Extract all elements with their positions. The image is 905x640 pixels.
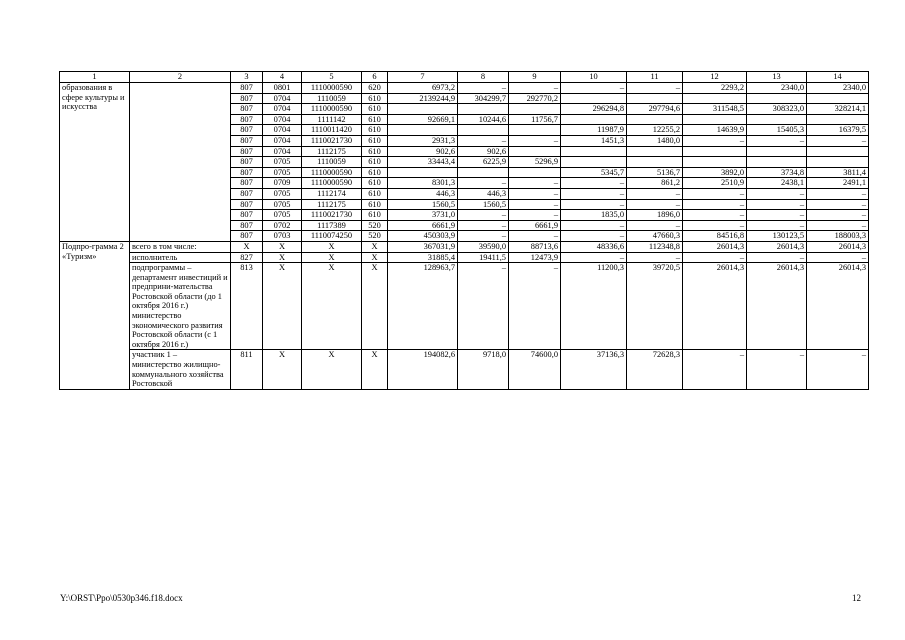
table-cell — [627, 114, 683, 125]
column-header: 7 — [388, 72, 458, 83]
table-cell: 130123,5 — [747, 231, 807, 242]
table-cell: 308323,0 — [747, 104, 807, 115]
table-cell: 31885,4 — [388, 252, 458, 263]
table-cell: 12473,9 — [509, 252, 561, 263]
table-cell: 1110021730 — [302, 135, 362, 146]
table-cell: X — [231, 241, 263, 252]
table-cell: 811 — [231, 350, 263, 389]
table-cell: 807 — [231, 135, 263, 146]
table-cell: 39590,0 — [458, 241, 509, 252]
table-cell: – — [683, 350, 747, 389]
table-cell — [509, 146, 561, 157]
column-header: 6 — [362, 72, 388, 83]
table-cell: 188003,3 — [807, 231, 869, 242]
table-cell: X — [263, 252, 302, 263]
table-cell: 1112174 — [302, 188, 362, 199]
table-cell: X — [263, 241, 302, 252]
header-row — [60, 72, 869, 83]
table-cell: 0704 — [263, 125, 302, 136]
table-cell: 26014,3 — [683, 263, 747, 350]
table-cell: 2340,0 — [747, 83, 807, 94]
table-cell: 1480,0 — [627, 135, 683, 146]
table-cell: 1451,3 — [561, 135, 627, 146]
table-cell: X — [302, 252, 362, 263]
table-cell: 0704 — [263, 135, 302, 146]
table-cell — [509, 104, 561, 115]
table-cell — [747, 114, 807, 125]
table-cell: 33443,4 — [388, 157, 458, 168]
table-cell: X — [362, 252, 388, 263]
table-cell: 446,3 — [458, 188, 509, 199]
column-header: 14 — [807, 72, 869, 83]
table-cell: 0705 — [263, 199, 302, 210]
column-header: 5 — [302, 72, 362, 83]
table-cell: 297794,6 — [627, 104, 683, 115]
table-cell: 26014,3 — [683, 241, 747, 252]
subprogram-label: Подпро-грамма 2 «Туризм» — [60, 241, 130, 389]
table-cell: X — [263, 263, 302, 350]
table-cell: 2438,1 — [747, 178, 807, 189]
table-cell: 0704 — [263, 146, 302, 157]
table-cell: 807 — [231, 167, 263, 178]
table-cell: – — [458, 135, 509, 146]
row-label: исполнитель — [130, 252, 231, 263]
table-cell: – — [458, 231, 509, 242]
table-cell: X — [263, 350, 302, 389]
table-cell: – — [807, 188, 869, 199]
table-cell: 12255,2 — [627, 125, 683, 136]
table-cell — [509, 167, 561, 178]
table-cell — [807, 114, 869, 125]
table-cell: 807 — [231, 157, 263, 168]
table-cell: – — [807, 220, 869, 231]
table-cell: – — [458, 83, 509, 94]
table-cell: 11987,9 — [561, 125, 627, 136]
table-cell: 1110074250 — [302, 231, 362, 242]
table-cell: – — [807, 135, 869, 146]
table-cell — [388, 104, 458, 115]
table-cell: 807 — [231, 104, 263, 115]
table-cell — [627, 157, 683, 168]
table-cell: 2139244,9 — [388, 93, 458, 104]
table-cell: 520 — [362, 220, 388, 231]
table-cell: 807 — [231, 220, 263, 231]
table-cell: X — [362, 241, 388, 252]
table-cell — [747, 93, 807, 104]
table-cell: 2293,2 — [683, 83, 747, 94]
table-cell: 610 — [362, 188, 388, 199]
table-cell: 0705 — [263, 157, 302, 168]
table-cell: 902,6 — [458, 146, 509, 157]
table-cell: 2491,1 — [807, 178, 869, 189]
table-cell — [458, 125, 509, 136]
table-cell: 610 — [362, 199, 388, 210]
table-cell: X — [302, 241, 362, 252]
table-cell: – — [627, 199, 683, 210]
table-cell: 37136,3 — [561, 350, 627, 389]
table-cell: 15405,3 — [747, 125, 807, 136]
table-cell: – — [458, 220, 509, 231]
table-cell: 1110059 — [302, 157, 362, 168]
table-cell: 1110059 — [302, 93, 362, 104]
table-cell: 1110000590 — [302, 178, 362, 189]
table-cell: 0801 — [263, 83, 302, 94]
table-cell: 0705 — [263, 188, 302, 199]
table-cell: 6661,9 — [388, 220, 458, 231]
table-cell: 2340,0 — [807, 83, 869, 94]
table-cell: 5296,9 — [509, 157, 561, 168]
table-cell: 1110000590 — [302, 167, 362, 178]
table-cell: – — [747, 199, 807, 210]
table-cell: – — [683, 188, 747, 199]
table-cell: – — [747, 210, 807, 221]
column-header: 4 — [263, 72, 302, 83]
table-cell: 807 — [231, 178, 263, 189]
table-cell: 3734,8 — [747, 167, 807, 178]
table-cell — [388, 167, 458, 178]
table-cell: 6973,2 — [388, 83, 458, 94]
table-cell: – — [627, 188, 683, 199]
table-cell: 1112175 — [302, 199, 362, 210]
table-cell: – — [683, 135, 747, 146]
table-cell: 1117389 — [302, 220, 362, 231]
table-cell: 807 — [231, 146, 263, 157]
table-cell: 47660,3 — [627, 231, 683, 242]
page-number: 12 — [852, 593, 861, 603]
table-cell: 26014,3 — [747, 263, 807, 350]
table-cell: 610 — [362, 167, 388, 178]
table-cell: X — [302, 350, 362, 389]
table-cell: 1110021730 — [302, 210, 362, 221]
table-cell: 0702 — [263, 220, 302, 231]
table-cell: – — [747, 188, 807, 199]
column-header: 12 — [683, 72, 747, 83]
table-cell: 610 — [362, 135, 388, 146]
table-cell: 9718,0 — [458, 350, 509, 389]
table-cell: – — [627, 83, 683, 94]
table-cell — [561, 114, 627, 125]
table-row — [60, 83, 869, 94]
table-cell: 10244,6 — [458, 114, 509, 125]
table-cell: 610 — [362, 125, 388, 136]
table-cell: 827 — [231, 252, 263, 263]
table-cell: – — [561, 199, 627, 210]
table-cell: – — [561, 252, 627, 263]
table-cell: – — [509, 210, 561, 221]
table-cell: 26014,3 — [747, 241, 807, 252]
table-cell — [683, 114, 747, 125]
table-row — [60, 252, 869, 263]
row-label: подпрограммы – департамент инвестиций и предприни-мательства Ростовской области (до 1 октября 2016 г.) министерство экономического развития Ростовской области (с 1 октября 2016 г.) — [130, 263, 231, 350]
table-cell — [509, 125, 561, 136]
table-cell: 610 — [362, 114, 388, 125]
table-cell: 807 — [231, 114, 263, 125]
table-cell: 446,3 — [388, 188, 458, 199]
table-cell — [683, 93, 747, 104]
table-cell — [458, 167, 509, 178]
table-cell: – — [683, 210, 747, 221]
table-cell: – — [509, 178, 561, 189]
table-cell: 1896,0 — [627, 210, 683, 221]
column-header: 9 — [509, 72, 561, 83]
table-cell: 807 — [231, 83, 263, 94]
table-cell: 1111142 — [302, 114, 362, 125]
table-cell: 610 — [362, 210, 388, 221]
column-header: 1 — [60, 72, 130, 83]
table-cell: 0704 — [263, 104, 302, 115]
table-cell: 807 — [231, 93, 263, 104]
table-cell — [458, 104, 509, 115]
table-cell — [683, 146, 747, 157]
table-cell: 26014,3 — [807, 263, 869, 350]
table-cell: 1110011420 — [302, 125, 362, 136]
table-cell — [747, 157, 807, 168]
table-cell: 1835,0 — [561, 210, 627, 221]
table-row — [60, 263, 869, 350]
table-cell: – — [509, 135, 561, 146]
table-cell — [807, 93, 869, 104]
table-cell: 3892,0 — [683, 167, 747, 178]
table-cell: 311548,5 — [683, 104, 747, 115]
table-cell: X — [302, 263, 362, 350]
table-cell — [627, 93, 683, 104]
table-cell: – — [627, 220, 683, 231]
table-cell: 26014,3 — [807, 241, 869, 252]
table-cell: 3731,0 — [388, 210, 458, 221]
table-cell: 11756,7 — [509, 114, 561, 125]
table-cell — [388, 125, 458, 136]
table-cell: 8301,3 — [388, 178, 458, 189]
table-cell: 14639,9 — [683, 125, 747, 136]
table-cell: – — [683, 220, 747, 231]
table-cell: 520 — [362, 231, 388, 242]
table-cell: 610 — [362, 178, 388, 189]
table-cell: 0703 — [263, 231, 302, 242]
row-label: участник 1 – министерство жилищно-коммунального хозяйства Ростовской — [130, 350, 231, 389]
group-label: образования в сфере культуры и искусства — [60, 83, 130, 242]
table-cell — [561, 146, 627, 157]
table-cell: 6225,9 — [458, 157, 509, 168]
table-cell: 72628,3 — [627, 350, 683, 389]
table-cell: 88713,6 — [509, 241, 561, 252]
table-cell: – — [509, 188, 561, 199]
table-cell: 0709 — [263, 178, 302, 189]
table-cell: – — [509, 263, 561, 350]
table-cell: 807 — [231, 188, 263, 199]
table-cell: 84516,8 — [683, 231, 747, 242]
table-cell: – — [747, 252, 807, 263]
table-cell: – — [561, 83, 627, 94]
table-cell: – — [807, 199, 869, 210]
table-cell: 16379,5 — [807, 125, 869, 136]
table-cell: 11200,3 — [561, 263, 627, 350]
table-cell: 92669,1 — [388, 114, 458, 125]
column-header: 13 — [747, 72, 807, 83]
table-cell: 450303,9 — [388, 231, 458, 242]
table-cell: – — [747, 350, 807, 389]
table-cell: 112348,8 — [627, 241, 683, 252]
budget-table — [59, 71, 869, 390]
table-cell: 292770,2 — [509, 93, 561, 104]
table-cell: 0705 — [263, 167, 302, 178]
table-cell: 296294,8 — [561, 104, 627, 115]
table-cell: – — [807, 210, 869, 221]
table-cell: 1110000590 — [302, 83, 362, 94]
table-cell: 610 — [362, 146, 388, 157]
table-cell: – — [509, 83, 561, 94]
table-cell: – — [561, 188, 627, 199]
table-cell: – — [561, 231, 627, 242]
table-cell: 367031,9 — [388, 241, 458, 252]
table-cell: – — [458, 178, 509, 189]
table-cell: 304299,7 — [458, 93, 509, 104]
table-cell: 610 — [362, 93, 388, 104]
table-cell: 5345,7 — [561, 167, 627, 178]
column-header: 3 — [231, 72, 263, 83]
table-cell: 74600,0 — [509, 350, 561, 389]
table-cell: – — [561, 178, 627, 189]
table-cell: – — [458, 263, 509, 350]
table-cell: – — [683, 199, 747, 210]
column-header: 11 — [627, 72, 683, 83]
file-path: Y:\ORST\Ppo\0530p346.f18.docx — [60, 593, 183, 603]
column-header: 2 — [130, 72, 231, 83]
table-cell: – — [747, 220, 807, 231]
column-header: 10 — [561, 72, 627, 83]
table-row — [60, 241, 869, 252]
table-row — [60, 350, 869, 389]
table-cell: 328214,1 — [807, 104, 869, 115]
table-cell: – — [807, 252, 869, 263]
table-cell — [807, 146, 869, 157]
table-cell: X — [362, 263, 388, 350]
table-cell: 1560,5 — [458, 199, 509, 210]
table-cell: – — [458, 210, 509, 221]
table-cell — [747, 146, 807, 157]
table-cell: 902,6 — [388, 146, 458, 157]
table-cell — [807, 157, 869, 168]
table-cell: 6661,9 — [509, 220, 561, 231]
table-cell: 3811,4 — [807, 167, 869, 178]
table-cell: 194082,6 — [388, 350, 458, 389]
table-cell: 2510,9 — [683, 178, 747, 189]
table-cell: – — [509, 199, 561, 210]
table-cell: 610 — [362, 104, 388, 115]
table-cell: 807 — [231, 125, 263, 136]
table-cell: 620 — [362, 83, 388, 94]
column-header: 8 — [458, 72, 509, 83]
table-cell: – — [683, 252, 747, 263]
table-cell: – — [561, 220, 627, 231]
table-cell: – — [627, 252, 683, 263]
table-cell: 813 — [231, 263, 263, 350]
table-cell: 807 — [231, 199, 263, 210]
table-cell: 19411,5 — [458, 252, 509, 263]
table-cell: 0705 — [263, 210, 302, 221]
table-cell: X — [362, 350, 388, 389]
table-cell: 610 — [362, 157, 388, 168]
table-cell: 1112175 — [302, 146, 362, 157]
table-cell: 2931,3 — [388, 135, 458, 146]
table-cell: 807 — [231, 210, 263, 221]
empty-cell — [130, 83, 231, 242]
table-cell — [627, 146, 683, 157]
table-cell — [561, 93, 627, 104]
table-cell — [561, 157, 627, 168]
table-cell: 39720,5 — [627, 263, 683, 350]
table-cell: 0704 — [263, 93, 302, 104]
table-cell: 0704 — [263, 114, 302, 125]
table-cell: – — [747, 135, 807, 146]
table-cell: 861,2 — [627, 178, 683, 189]
table-cell: – — [807, 350, 869, 389]
table-cell: 128963,7 — [388, 263, 458, 350]
table-cell: 48336,6 — [561, 241, 627, 252]
table-cell: 807 — [231, 231, 263, 242]
table-cell: 1110000590 — [302, 104, 362, 115]
row-label: всего в том числе: — [130, 241, 231, 252]
table-cell: 1560,5 — [388, 199, 458, 210]
table-cell: – — [509, 231, 561, 242]
table-cell: 5136,7 — [627, 167, 683, 178]
table-cell — [683, 157, 747, 168]
